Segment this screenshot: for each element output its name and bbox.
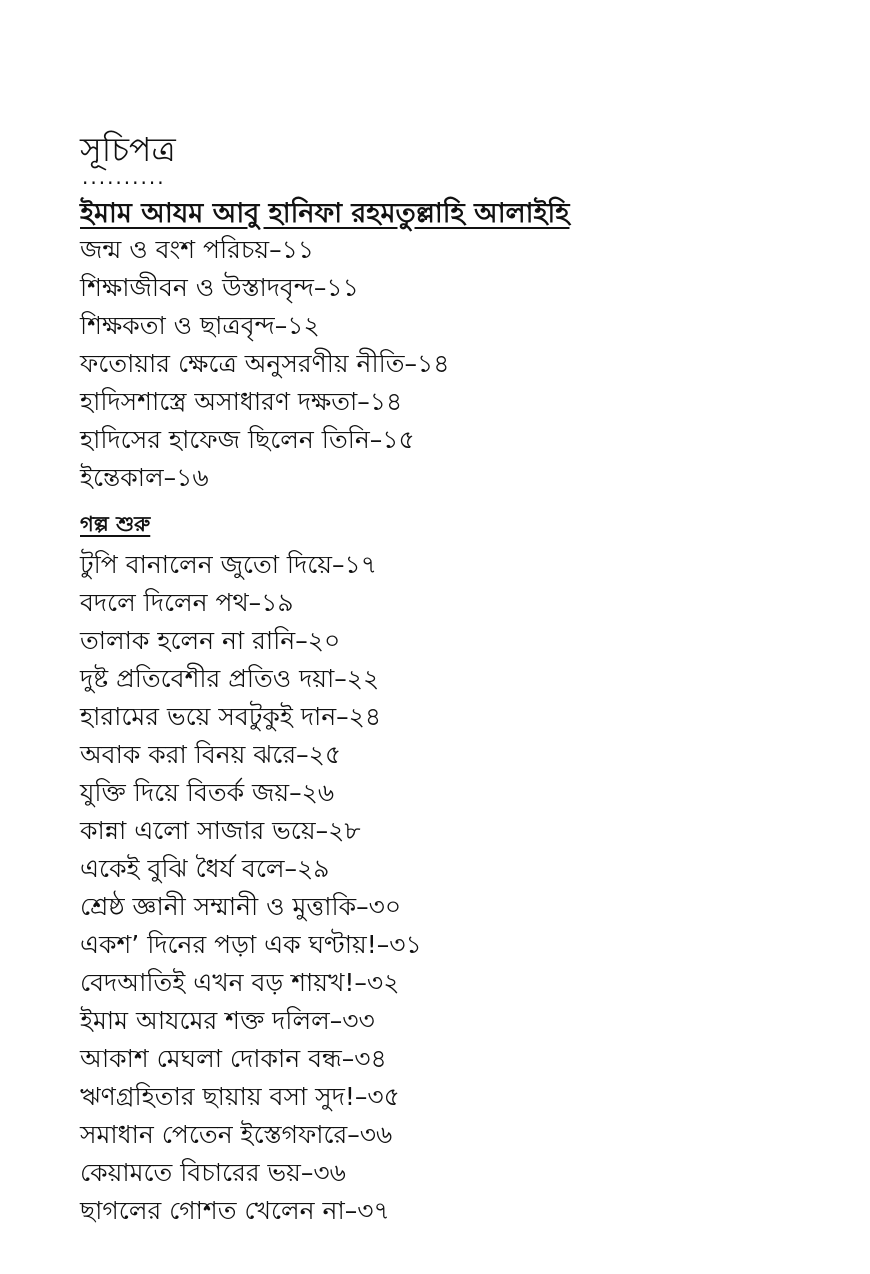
toc-entry: হারামের ভয়ে সবটুকুই দান–২৪ [80,702,382,731]
title-dotted-divider: .......... [82,165,166,189]
page-title: সূচিপত্র [80,130,176,169]
toc-entry: হাদিসের হাফেজ ছিলেন তিনি–১৫ [80,425,415,454]
toc-entry: টুপি বানালেন জুতো দিয়ে–১৭ [80,550,377,579]
story-subheading: গল্প শুরু [80,512,151,536]
toc-entry: কেয়ামতে বিচারের ভয়–৩৬ [80,1158,346,1187]
toc-entry: অবাক করা বিনয় ঝরে–২৫ [80,740,342,769]
section-list [80,231,449,497]
toc-entry: একশ’ দিনের পড়া এক ঘণ্টায়!–৩১ [80,930,422,959]
toc-entry: যুক্তি দিয়ে বিতর্ক জয়–২৬ [80,778,335,807]
toc-entry: ইমাম আযমের শক্ত দলিল–৩৩ [80,1006,375,1035]
toc-entry: শিক্ষাজীবন ও উস্তাদবৃন্দ–১১ [80,273,359,302]
toc-entry: ছাগলের গোশত খেলেন না–৩৭ [80,1196,390,1225]
toc-entry: দুষ্ট প্রতিবেশীর প্রতিও দয়া–২২ [80,664,380,693]
toc-entry: ঋণগ্রহিতার ছায়ায় বসা সুদ!–৩৫ [80,1082,400,1111]
story-list [80,546,422,1230]
toc-entry: বদলে দিলেন পথ–১৯ [80,588,294,617]
toc-entry: কান্না এলো সাজার ভয়ে–২৮ [80,816,361,845]
toc-entry: তালাক হলেন না রানি–২০ [80,626,341,655]
toc-entry: হাদিসশাস্ত্রে অসাধারণ দক্ষতা–১৪ [80,387,403,416]
toc-entry: আকাশ মেঘলা দোকান বন্ধ–৩৪ [80,1044,387,1073]
toc-entry: শিক্ষকতা ও ছাত্রবৃন্দ–১২ [80,311,320,340]
toc-entry: শ্রেষ্ঠ জ্ঞানী সম্মানী ও মুত্তাকি–৩০ [80,892,402,921]
toc-entry: একেই বুঝি ধৈর্য বলে–২৯ [80,854,330,883]
toc-entry: ইন্তেকাল–১৬ [80,463,209,492]
section-heading: ইমাম আযম আবু হানিফা রহমতুল্লাহি আলাইহি [80,198,570,229]
toc-entry: সমাধান পেতেন ইস্তেগফারে–৩৬ [80,1120,393,1149]
toc-entry: বেদআতিই এখন বড় শায়খ!–৩২ [80,968,400,997]
toc-entry: ফতোয়ার ক্ষেত্রে অনুসরণীয় নীতি–১৪ [80,349,450,378]
toc-entry: জন্ম ও বংশ পরিচয়–১১ [80,235,315,264]
